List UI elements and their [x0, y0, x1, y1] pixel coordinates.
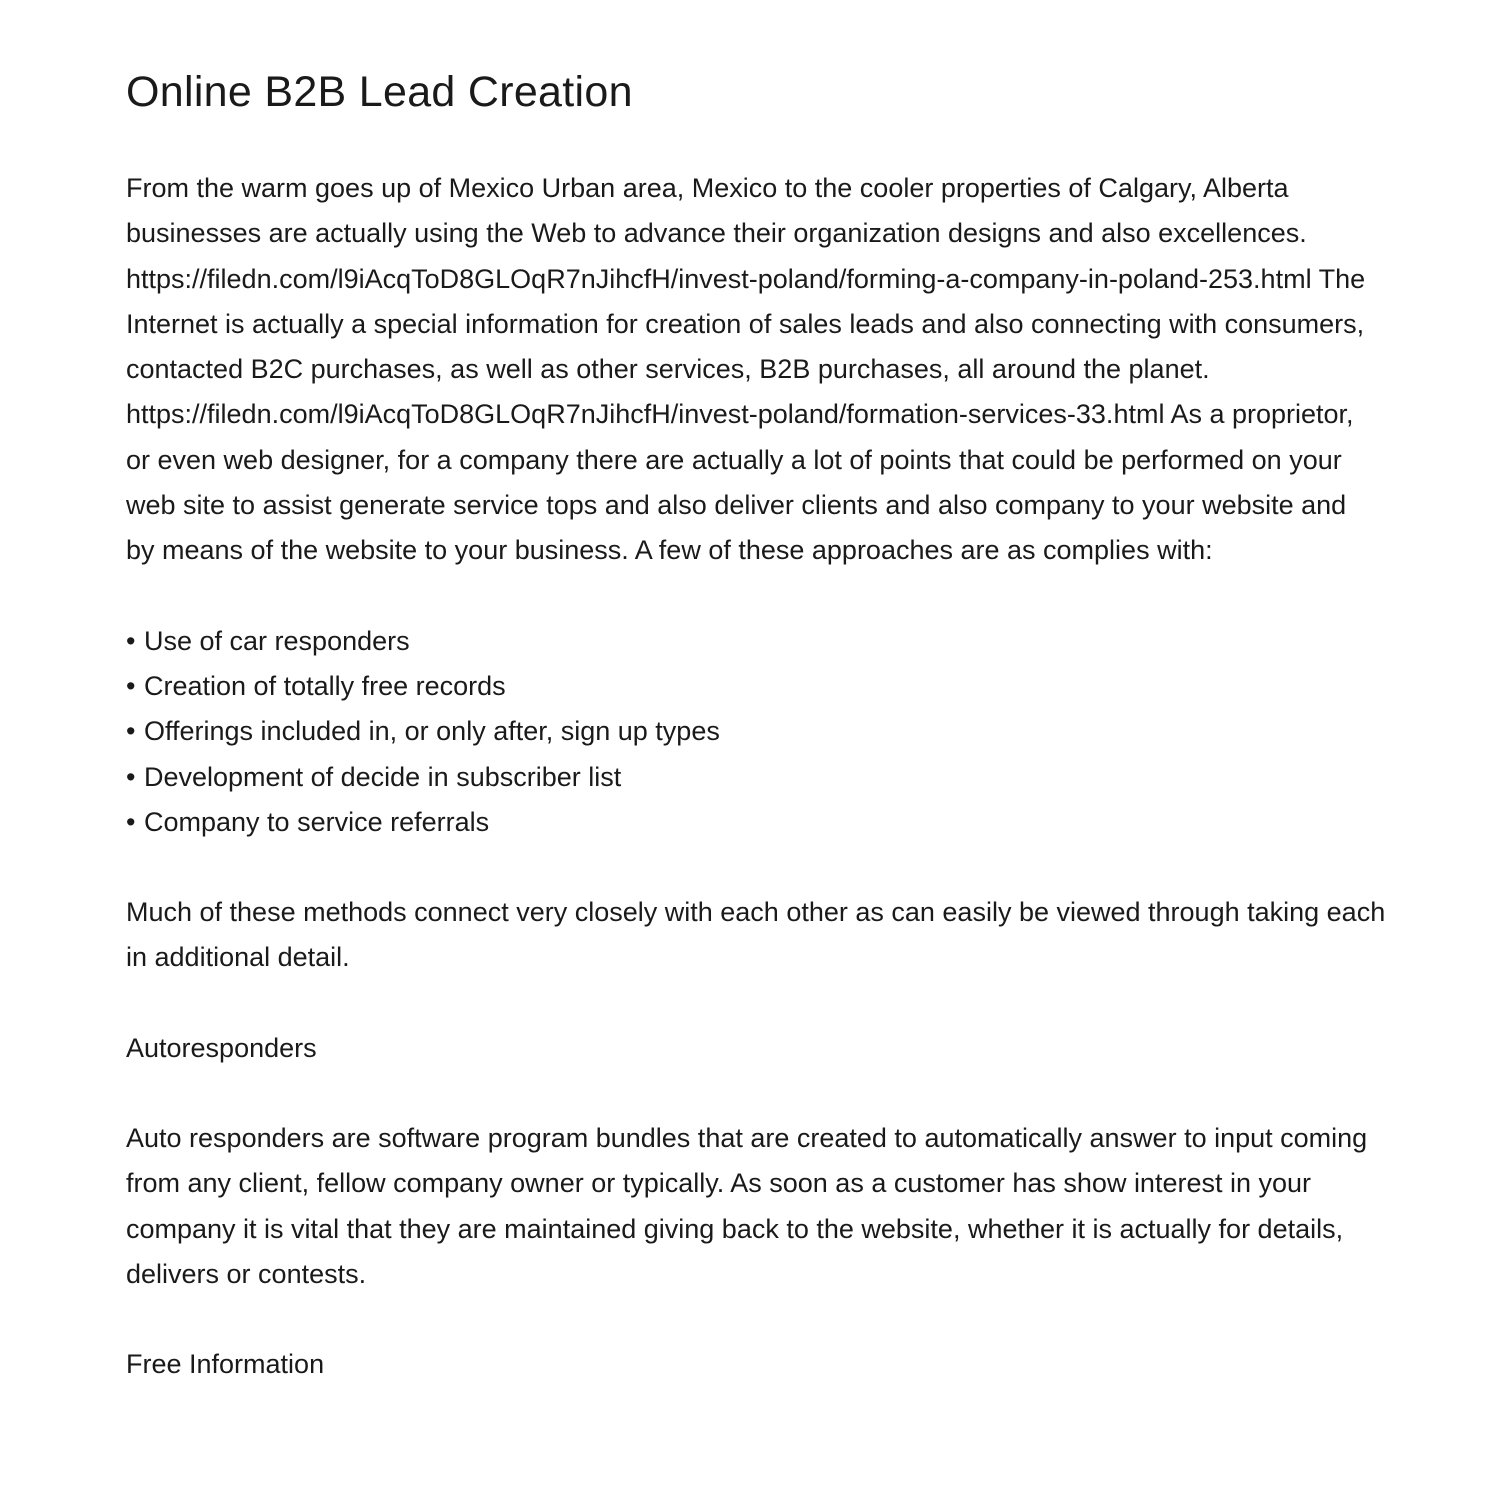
autoresponders-heading: Autoresponders — [126, 1032, 317, 1063]
methods-paragraph: Much of these methods connect very closely with each other as can easily be viewed through taking each in additional detail. — [126, 897, 1386, 973]
bullet-icon: • — [126, 670, 136, 701]
list-item: • Company to service referrals — [126, 800, 1386, 845]
free-information-heading: Free Information — [126, 1349, 325, 1380]
bullet-icon: • — [126, 716, 136, 747]
autoresponders-paragraph: Auto responders are software program bundles that are created to automatically answer to input coming from any client, fellow company owner or typically. As soon as a customer has show interest in your company it is vital that they are maintained giving back to the website, whether it is actually for details, delivers or contests. — [126, 1123, 1368, 1289]
document-page — [126, 62, 1386, 1433]
page-title: Online B2B Lead Creation — [126, 68, 633, 116]
list-item: • Offerings included in, or only after, sign up types — [126, 709, 1386, 754]
list-item: • Development of decide in subscriber list — [126, 755, 1386, 800]
bullet-icon: • — [126, 761, 136, 792]
bullet-icon: • — [126, 806, 136, 837]
list-item: • Use of car responders — [126, 619, 1386, 664]
intro-paragraph: From the warm goes up of Mexico Urban area, Mexico to the cooler properties of Calgary, Alberta businesses are actually using the Web to advance their organization designs and also excellences. https://filedn.com/l9iAcqToD8GLOqR7nJihcfH/invest-poland/forming-a-company-in-poland-253.html The Internet is actually a special information for creation of sales leads and also connecting with consumers, contacted B2C purchases, as well as other services, B2B purchases, all around the planet. https://filedn.com/l9iAcqToD8GLOqR7nJihcfH/invest-poland/formation-services-33.html As a proprietor, or even web designer, for a company there are actually a lot of points that could be performed on your web site to assist generate service tops and also deliver clients and also company to your website and by means of the website to your business. A few of these approaches are as complies with: — [126, 173, 1366, 566]
methods-list — [126, 619, 1386, 845]
bullet-icon: • — [126, 625, 136, 656]
list-item: • Creation of totally free records — [126, 664, 1386, 709]
